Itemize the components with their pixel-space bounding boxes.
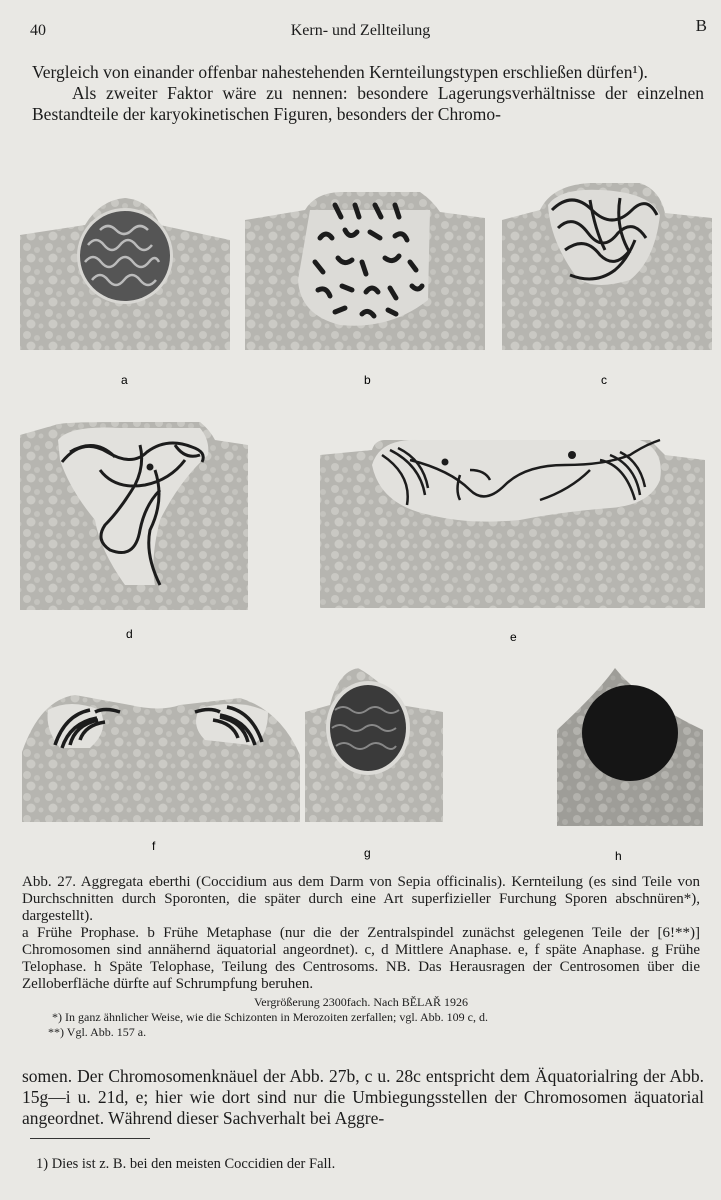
- panel-label-e: e: [510, 630, 517, 644]
- paragraph: somen. Der Chromosomenknäuel der Abb. 27b, c u. 28c entspricht dem Äquatorialring der Abb. 15g—i u. 21d, e; hier wie dort sind nur die Umbiegungsstellen der Chromosomen äquatorial angeordnet. Während dieser Sachverhalt bei Aggre-: [22, 1066, 704, 1128]
- caption-note: **) Vgl. Abb. 157 a.: [48, 1025, 147, 1039]
- caption-title: Abb. 27. Aggregata eberthi (Coccidium aus dem Darm von Sepia officinalis). Kernteilung (es sind Teile von Durchschnitten durch Sporonten, die später durch eine Art superfizieller Furchung Sporen abschnüren*), dargestellt).: [22, 874, 700, 924]
- panel-e: [320, 440, 705, 608]
- panel-label-h: h: [615, 849, 622, 863]
- figure-caption: [22, 874, 700, 1040]
- panel-g: [305, 668, 443, 822]
- panel-label-c: c: [601, 373, 607, 387]
- footnote: 1) Dies ist z. B. bei den meisten Coccidien der Fall.: [36, 1156, 336, 1172]
- panel-label-g: g: [364, 846, 371, 860]
- paragraph: Vergleich von einander offenbar nahestehenden Kernteilungstypen erschließen dürfen¹).: [32, 62, 648, 82]
- paragraph: Als zweiter Faktor wäre zu nennen: besondere Lagerungsverhältnisse der einzelnen Bestandteile der karyokinetischen Figuren, besonders der Chromo-: [32, 83, 704, 124]
- panel-label-a: a: [121, 373, 128, 387]
- body-text-bottom: [22, 1066, 704, 1129]
- footnote-divider: [30, 1138, 150, 1139]
- page-number: 40: [30, 22, 46, 39]
- panel-d: [20, 422, 248, 610]
- caption-legend: a Frühe Prophase. b Frühe Metaphase (nur die der Zentralspindel zunächst gelegenen Teile der [6!**)] Chromosomen sind annähernd äquatorial angeordnet). c, d Mittlere Anaphase. e, f späte Anaphase. g Frühe Telophase. h Späte Telophase, Teilung des Centrosoms. NB. Das Herausragen der Centrosomen über die Zelloberfläche dürfte auf Schrumpfung beruhen.: [22, 925, 700, 992]
- panel-label-f: f: [152, 839, 156, 853]
- panel-b: [245, 192, 485, 350]
- panel-f: [22, 695, 300, 822]
- panel-label-d: d: [126, 627, 133, 641]
- section-letter: B: [695, 16, 707, 35]
- caption-magnification: Vergrößerung 2300fach. Nach BĚLAŘ 1926: [253, 995, 469, 1009]
- running-title: Kern- und Zellteilung: [290, 22, 431, 39]
- panel-label-b: b: [364, 373, 371, 387]
- panel-c: [502, 183, 712, 350]
- panel-h: [557, 668, 703, 826]
- panel-a: [20, 198, 230, 350]
- caption-note: *) In ganz ähnlicher Weise, wie die Schizonten in Merozoiten zerfallen; vgl. Abb. 109 c, d.: [52, 1010, 489, 1024]
